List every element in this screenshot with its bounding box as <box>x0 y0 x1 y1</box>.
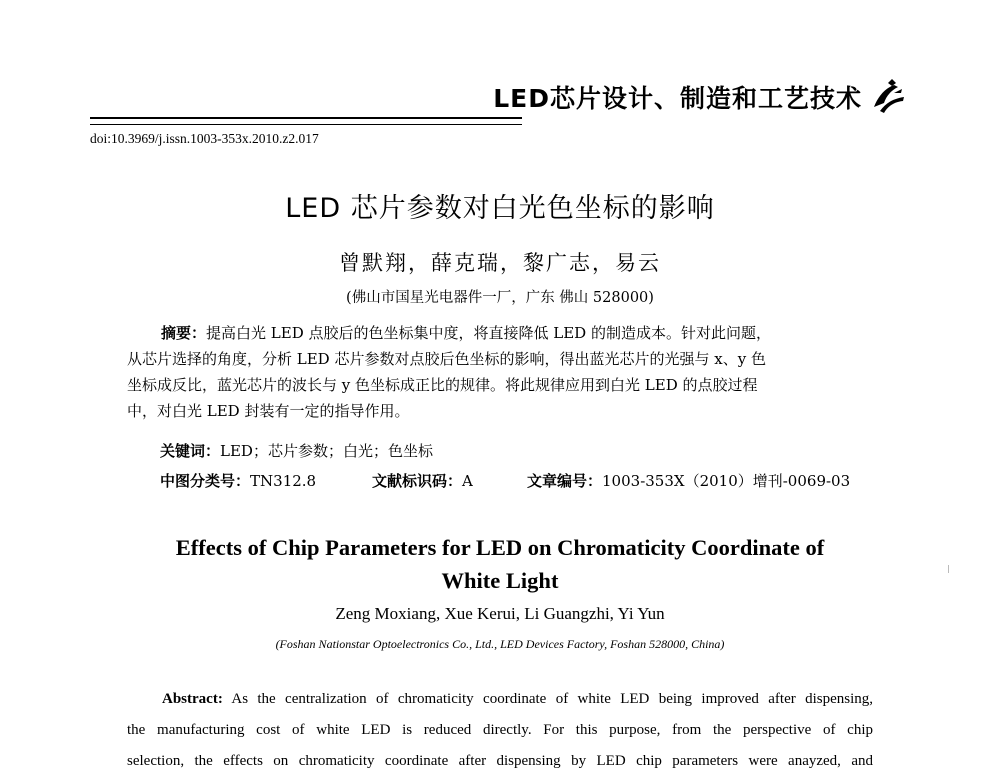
classification-row <box>160 470 850 491</box>
authors-cn: 曾默翔，薛克瑞，黎广志，易云 <box>339 251 661 275</box>
paper-title-en-line-2: White Light <box>441 568 559 593</box>
abstract-en-line-3: selection, the effects on chromaticity coordinate after dispensing by LED chip parameters were anayzed, and <box>127 753 873 769</box>
abstract-en-label: Abstract: <box>162 691 223 707</box>
abstract-cn <box>127 320 873 424</box>
paper-title-en-line-1: Effects of Chip Parameters for LED on Chromaticity Coordinate of <box>175 535 825 560</box>
abstract-en-line-2: the manufacturing cost of white LED is reduced directly. For this purpose, from the perspective of chip <box>127 722 873 738</box>
paper-title-cn: LED 芯片参数对白光色坐标的影响 <box>285 193 715 224</box>
document-code: 文献标识码：A <box>372 472 473 490</box>
journal-section-title: LED芯片设计、制造和工艺技术 <box>493 84 862 113</box>
keywords-cn <box>160 440 433 461</box>
clc-number: 中图分类号：TN312.8 <box>160 472 317 490</box>
affiliation-cn: (佛山市国星光电器件一厂，广东 佛山 528000) <box>346 290 654 306</box>
abstract-cn-line-3: 坐标成反比，蓝光芯片的波长与 y 色坐标成正比的规律。将此规律应用到白光 LED 的点胶过程 <box>127 376 758 394</box>
authors-en: Zeng Moxiang, Xue Kerui, Li Guangzhi, Yi Yun <box>335 604 665 623</box>
paper-title-en <box>150 531 850 597</box>
abstract-en <box>127 684 873 769</box>
article-number: 文章编号：1003-353X（2010）增刊-0069-03 <box>527 472 851 490</box>
doi-line[interactable]: doi:10.3969/j.issn.1003-353x.2010.z2.017 <box>90 131 319 146</box>
abstract-cn-line-4: 中，对白光 LED 封装有一定的指导作用。 <box>127 402 410 420</box>
keywords-cn-value: LED；芯片参数；白光；色坐标 <box>220 442 433 460</box>
abstract-cn-line-1: 摘要：提高白光 LED 点胶后的色坐标集中度，将直接降低 LED 的制造成本。针对此问题， <box>161 324 771 342</box>
abstract-cn-line-2: 从芯片选择的角度，分析 LED 芯片参数对点胶后色坐标的影响，得出蓝光芯片的光强与 x、y 色 <box>127 350 766 368</box>
abstract-cn-label: 摘要： <box>161 324 207 342</box>
journal-section-header <box>493 77 908 117</box>
scan-artifact <box>948 565 949 573</box>
keywords-cn-label: 关键词： <box>160 442 221 460</box>
header-rule-thin <box>90 124 522 125</box>
affiliation-en: (Foshan Nationstar Optoelectronics Co., Ltd., LED Devices Factory, Foshan 528000, China) <box>275 637 725 651</box>
journal-logo-icon <box>868 77 908 117</box>
abstract-en-line-1: Abstract: As the centralization of chromaticity coordinate of white LED being improved after dispensing, <box>162 691 873 707</box>
header-rule-thick <box>90 117 522 119</box>
